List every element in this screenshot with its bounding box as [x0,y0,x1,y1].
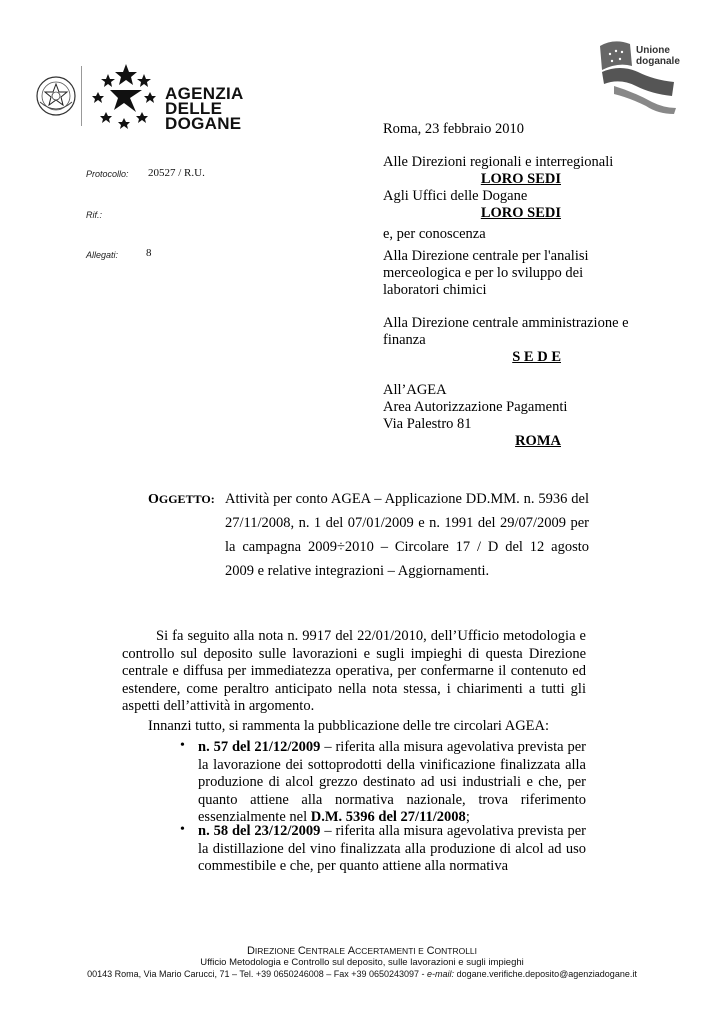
recipient-regional-dest: LORO SEDI [480,171,561,187]
agency-name-line1: AGENZIA [165,84,244,103]
cc-dir1-line2: merceologica e per lo sviluppo dei [383,265,584,281]
italian-republic-emblem-icon [34,72,78,118]
footer-contacts [0,969,724,979]
protocollo-value: 20527 / R.U. [148,167,205,179]
recipient-customs: Agli Uffici delle Dogane [383,188,528,204]
footer-office: Ufficio Metodologia e Controllo sul deposito, sulle lavorazioni e sugli impieghi [200,957,524,968]
cc-dir1-line1: Alla Direzione centrale per l'analisi [383,248,589,264]
cc-label: e, per conoscenza [383,226,486,242]
bullet-1-decree: D.M. 5396 del 27/11/2008 [310,809,466,825]
agea-line3: Via Palestro 81 [383,416,472,432]
recipient-regional: Alle Direzioni regionali e interregionali [383,154,614,170]
cc-dir2-line1: Alla Direzione centrale amministrazione e [383,315,629,331]
bullet-2-text: – riferita alla misura agevolativa prevista per la distillazione del vino finalizzata alla produzione di alcol ad uso commestibile e che, per quanto attiene alla normativa [198,823,586,874]
bullet-item-1 [198,739,586,827]
bullet-icon: • [180,738,185,753]
bullet-1-reference: n. 57 del 21/12/2009 [198,739,321,755]
bullet-2-reference: n. 58 del 23/12/2009 [198,823,321,839]
rif-label: Rif.: [86,210,103,220]
allegati-label: Allegati: [86,250,119,260]
agea-dest: ROMA [515,433,561,449]
bullet-item-2 [198,823,586,876]
body-paragraph-1: Si fa seguito alla nota n. 9917 del 22/01/2010, dell’Ufficio metodologia e controllo sul deposito sulle lavorazioni e sugli impieghi di questa Direzione centrale e diffusa per immediatezza operativa, per confermarne il contenuto ed estendere, come peraltro anticipato nella nota stessa, i chiarimenti a tutti gli aspetti dell’attività in argomento. [122,628,586,714]
agea-line2: Area Autorizzazione Pagamenti [383,399,568,415]
bullet-1-text: – riferita alla misura agevolativa prevista per la lavorazione dei sottoprodotti della vinificazione finalizzata alla produzione di alcol grezzo destinato ad usi industriali e che, per quanto attiene alla normativa nazionale, trova riferimento essenzialmente nel [198,739,586,825]
footer-department: DIREZIONE CENTRALE ACCERTAMENTI E CONTROLLI [246,945,478,957]
protocollo-label: Protocollo: [86,169,129,179]
bullet-1-end: ; [465,809,470,825]
footer-address: 00143 Roma, Via Mario Carucci, 71 – Tel. +39 0650246008 – Fax +39 0650243097 - [87,969,428,979]
partner-name-line1: Unione [636,45,670,56]
allegati-value: 8 [146,247,152,259]
partner-name-line2: doganale [636,56,680,67]
cc-dir1-line3: laboratori chimici [383,282,487,298]
agency-name-line2: DELLE [165,99,223,118]
subject-label-rest: GGETTO: [158,492,215,506]
partner-logo-text [636,45,680,67]
cc-dir2-dest: S E D E [512,349,561,365]
footer-email-label: e-mail: [427,969,455,979]
subject-label [148,492,215,508]
stars-logo-icon [86,60,160,130]
header-divider [81,66,82,126]
agea-line1: All’AGEA [383,382,447,398]
subject-text: Attività per conto AGEA – Applicazione DD.MM. n. 5936 del 27/11/2008, n. 1 del 07/01/2009 e n. 1991 del 29/07/2009 per la campagna 2009÷2010 – Circolare 17 / D del 12 agosto 2009 e relative integrazioni – Aggiornamenti. [225,491,589,579]
subject-label-initial: O [148,492,159,507]
recipient-customs-dest: LORO SEDI [480,205,561,221]
bullet-icon: • [180,822,185,837]
cc-dir2-line2: finanza [383,332,426,348]
footer-email[interactable]: dogane.verifiche.deposito@agenziadogane.it [454,969,637,979]
letter-date: Roma, 23 febbraio 2010 [383,121,524,137]
body-paragraph-2: Innanzi tutto, si rammenta la pubblicazione delle tre circolari AGEA: [148,718,550,734]
agency-name-line3: DOGANE [165,114,242,133]
